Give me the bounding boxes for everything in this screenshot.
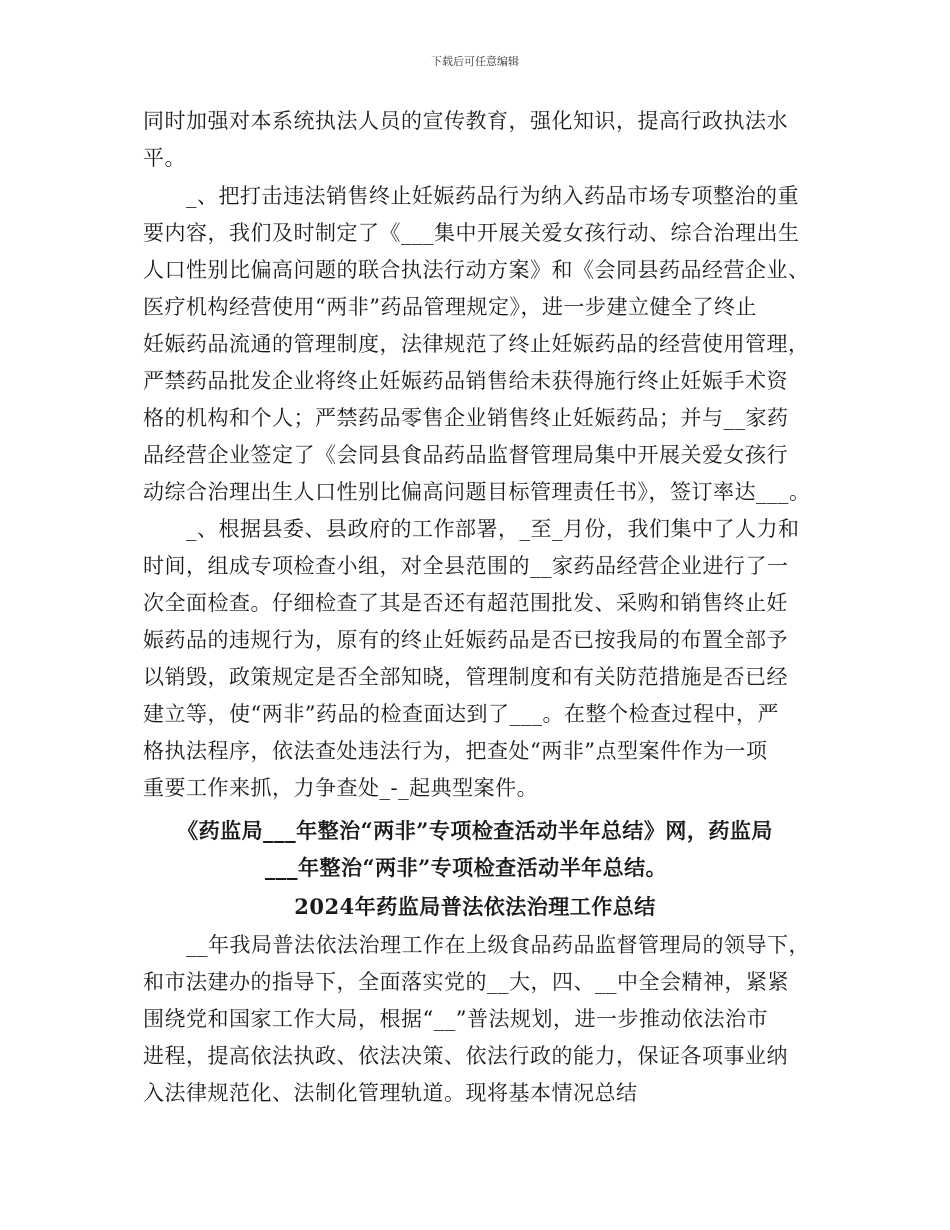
paragraph-line: 妊娠药品流通的管理制度，法律规范了终止妊娠药品的经营使用管理，: [143, 332, 810, 356]
paragraph-line: 人口性别比偏高问题的联合执法行动方案》和《会同县药品经营企业、: [143, 258, 810, 282]
section-title: 2024年药监局普法依法治理工作总结: [294, 894, 656, 919]
summary-title-line: 《药监局___年整治“两非”专项检查活动半年总结》网，药监局: [177, 818, 773, 843]
paragraph-line: _、把打击违法销售终止妊娠药品行为纳入药品市场专项整治的重: [186, 184, 799, 208]
paragraph-line: 格执法程序，依法查处违法行为，把查处“两非”点型案件作为一项: [143, 739, 768, 763]
paragraph-line: 要内容，我们及时制定了《___集中开展关爱女孩行动、综合治理出生: [143, 221, 800, 245]
paragraph-line: 同时加强对本系统执法人员的宣传教育，强化知识，提高行政执法水: [143, 109, 788, 133]
paragraph-line: 格的机构和个人；严禁药品零售企业销售终止妊娠药品；并与__家药: [143, 406, 789, 430]
paragraph-line: 动综合治理出生人口性别比偏高问题目标管理责任书》，签订率达___。: [143, 480, 811, 504]
paragraph-line: 围绕党和国家工作大局，根据“__”普法规划，进一步推动依法治市: [143, 1007, 768, 1031]
paragraph-line: 进程，提高依法执政、依法决策、依法行政的能力，保证各项事业纳: [143, 1044, 788, 1068]
paragraph-line: 和市法建办的指导下，全面落实党的__大，四、__中全会精神，紧紧: [143, 970, 789, 994]
paragraph-line: 入法律规范化、法制化管理轨道。现将基本情况总结: [143, 1081, 638, 1105]
paragraph-line: __年我局普法依法治理工作在上级食品药品监督管理局的领导下，: [186, 933, 810, 957]
page-header-note: 下载后可任意编辑: [431, 55, 519, 68]
paragraph-line: 重要工作来抓，力争查处_-_起典型案件。: [143, 776, 539, 800]
paragraph-line: _、根据县委、县政府的工作部署，_至_月份，我们集中了人力和: [186, 517, 800, 541]
paragraph-line: 平。: [143, 146, 186, 170]
paragraph-line: 建立等，使“两非”药品的检查面达到了___。在整个检查过程中，严: [143, 702, 779, 726]
paragraph-line: 时间，组成专项检查小组，对全县范围的__家药品经营企业进行了一: [143, 554, 789, 578]
paragraph-line: 严禁药品批发企业将终止妊娠药品销售给未获得施行终止妊娠手术资: [143, 369, 788, 393]
summary-title-line: ___年整治“两非”专项检查活动半年总结。: [265, 855, 668, 880]
paragraph-line: 以销毁，政策规定是否全部知晓，管理制度和有关防范措施是否已经: [143, 665, 788, 689]
paragraph-line: 娠药品的违规行为，原有的终止妊娠药品是否已按我局的布置全部予: [143, 628, 788, 652]
paragraph-line: 品经营企业签定了《会同县食品药品监督管理局集中开展关爱女孩行: [143, 443, 788, 467]
paragraph-line: 次全面检查。仔细检查了其是否还有超范围批发、采购和销售终止妊: [143, 591, 788, 615]
paragraph-line: 医疗机构经营使用“两非”药品管理规定》，进一步建立健全了终止: [143, 295, 757, 319]
